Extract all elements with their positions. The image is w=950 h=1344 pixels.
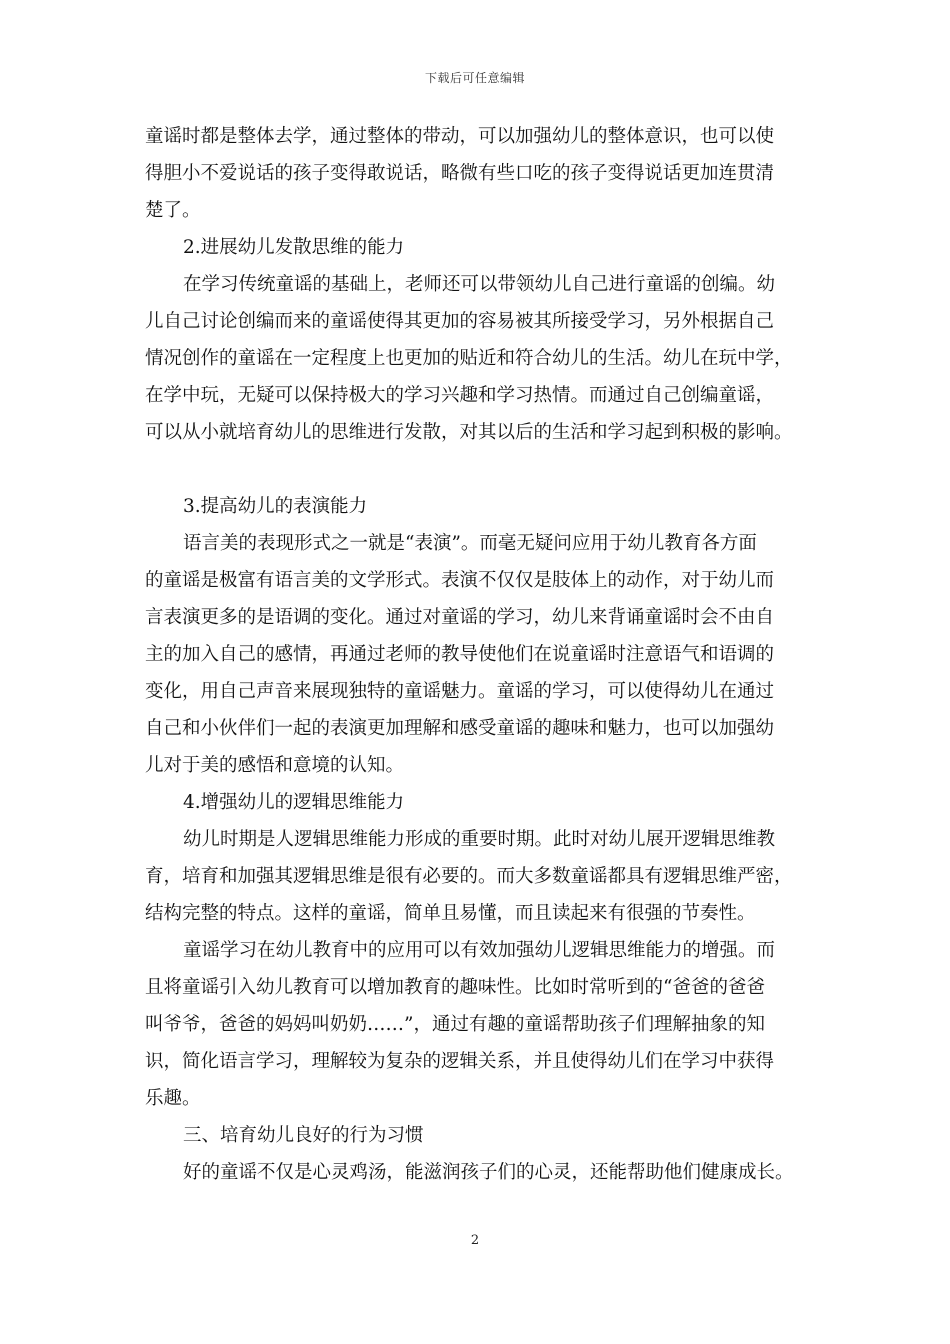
text-line: 结构完整的特点。这样的童谣，简单且易懂，而且读起来有很强的节奏性。 bbox=[145, 903, 756, 924]
text-line: 楚了。 bbox=[145, 200, 201, 221]
text-line: 儿对于美的感悟和意境的认知。 bbox=[145, 755, 405, 776]
text-line: 儿自己讨论创编而来的童谣使得其更加的容易被其所接受学习，另外根据自己 bbox=[145, 311, 775, 332]
text-line: 变化，用自己声音来展现独特的童谣魅力。童谣的学习，可以使得幼儿在通过 bbox=[145, 681, 775, 702]
text-line: 识，简化语言学习，理解较为复杂的逻辑关系，并且使得幼儿们在学习中获得 bbox=[145, 1051, 775, 1072]
text-line: 乐趣。 bbox=[145, 1088, 201, 1109]
text-line: 3.提高幼儿的表演能力 bbox=[183, 496, 368, 517]
text-line: 育，培育和加强其逻辑思维是很有必要的。而大多数童谣都具有逻辑思维严密， bbox=[145, 866, 793, 887]
text-line: 主的加入自己的感情，再通过老师的教导使他们在说童谣时注意语气和语调的 bbox=[145, 644, 775, 665]
page-header: 下载后可任意编辑 bbox=[424, 71, 525, 85]
blank-line bbox=[145, 451, 825, 488]
text-line: 在学中玩，无疑可以保持极大的学习兴趣和学习热情。而通过自己创编童谣， bbox=[145, 385, 775, 406]
text-line: 情况创作的童谣在一定程度上也更加的贴近和符合幼儿的生活。幼儿在玩中学， bbox=[145, 348, 793, 369]
text-line: 叫爷爷，爸爸的妈妈叫奶奶……”，通过有趣的童谣帮助孩子们理解抽象的知 bbox=[145, 1014, 765, 1035]
text-line: 童谣时都是整体去学，通过整体的带动，可以加强幼儿的整体意识，也可以使 bbox=[145, 126, 775, 147]
document-body bbox=[145, 118, 825, 1191]
text-line: 幼儿时期是人逻辑思维能力形成的重要时期。此时对幼儿展开逻辑思维教 bbox=[183, 829, 776, 850]
text-line: 言表演更多的是语调的变化。通过对童谣的学习，幼儿来背诵童谣时会不由自 bbox=[145, 607, 775, 628]
text-line: 在学习传统童谣的基础上，老师还可以带领幼儿自己进行童谣的创编。幼 bbox=[183, 274, 776, 295]
page-number: 2 bbox=[470, 1233, 480, 1248]
text-line: 4.增强幼儿的逻辑思维能力 bbox=[183, 792, 405, 813]
text-line: 得胆小不爱说话的孩子变得敢说话，略微有些口吃的孩子变得说话更加连贯清 bbox=[145, 163, 775, 184]
text-line: 童谣学习在幼儿教育中的应用可以有效加强幼儿逻辑思维能力的增强。而 bbox=[183, 940, 776, 961]
text-line: 且将童谣引入幼儿教育可以增加教育的趣味性。比如时常听到的“爸爸的爸爸 bbox=[145, 977, 765, 998]
text-line: 2.进展幼儿发散思维的能力 bbox=[183, 237, 405, 258]
text-line: 三、培育幼儿良好的行为习惯 bbox=[183, 1125, 424, 1146]
text-line: 语言美的表现形式之一就是“表演”。而毫无疑问应用于幼儿教育各方面 bbox=[183, 533, 757, 554]
text-line: 的童谣是极富有语言美的文学形式。表演不仅仅是肢体上的动作，对于幼儿而 bbox=[145, 570, 775, 591]
text-line: 好的童谣不仅是心灵鸡汤，能滋润孩子们的心灵，还能帮助他们健康成长。 bbox=[183, 1162, 794, 1183]
text-line: 可以从小就培育幼儿的思维进行发散，对其以后的生活和学习起到积极的影响。 bbox=[145, 422, 793, 443]
text-line: 自己和小伙伴们一起的表演更加理解和感受童谣的趣味和魅力，也可以加强幼 bbox=[145, 718, 775, 739]
